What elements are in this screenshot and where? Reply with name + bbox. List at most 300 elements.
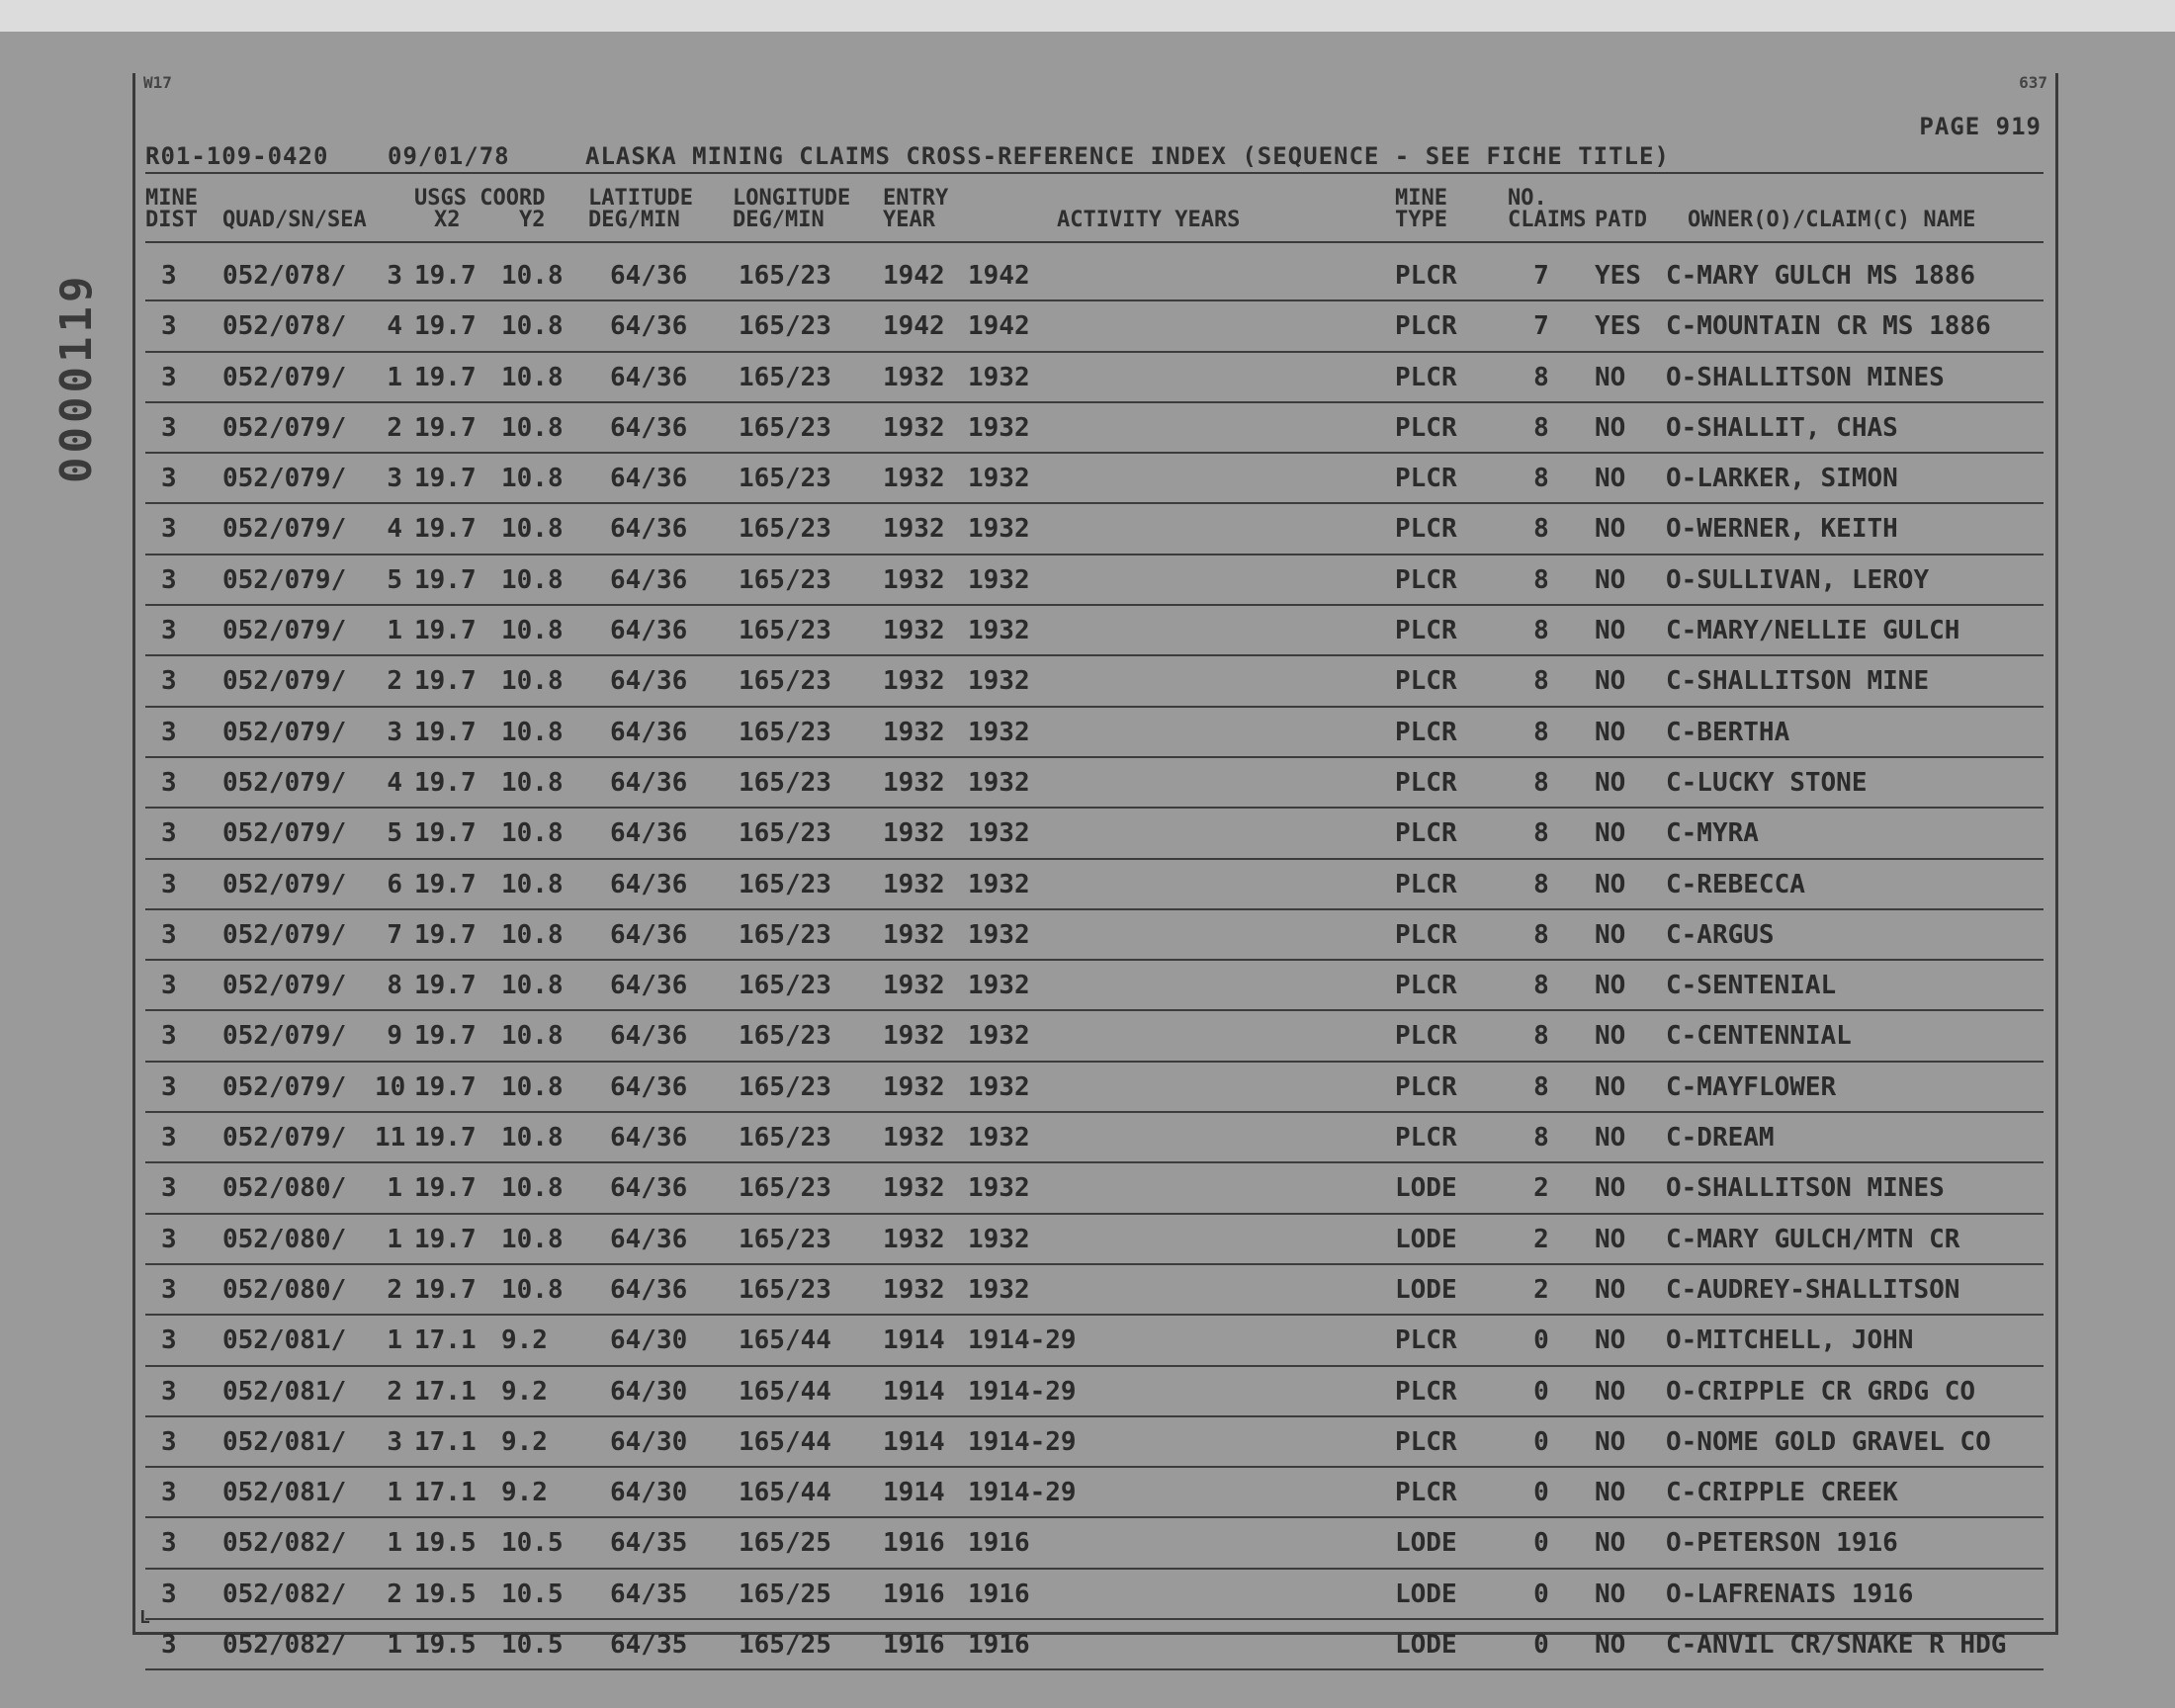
activity-years-cell: 1932 — [968, 464, 1030, 494]
owner-claim-name-cell: O-WERNER, KEITH — [1666, 514, 1898, 545]
section-cell: 1 — [387, 1224, 402, 1254]
mine-dist-cell: 3 — [161, 616, 177, 646]
no-claims-cell: 2 — [1533, 1274, 1549, 1305]
latitude-cell: 64/35 — [610, 1528, 688, 1559]
longitude-cell: 165/23 — [739, 261, 831, 291]
usgs-x2-cell: 19.7 — [414, 362, 477, 392]
latitude-cell: 64/36 — [610, 1021, 688, 1052]
mine-dist-cell: 3 — [161, 717, 177, 747]
mine-dist-cell: 3 — [161, 1173, 177, 1204]
table-row — [145, 1620, 2044, 1670]
no-claims-cell: 7 — [1533, 311, 1549, 342]
longitude-cell: 165/23 — [739, 514, 831, 545]
latitude-cell: 64/30 — [610, 1325, 688, 1356]
mine-dist-cell: 3 — [161, 514, 177, 545]
owner-claim-name-cell: O-SHALLIT, CHAS — [1666, 412, 1898, 443]
quad-cell: 052/079/ — [222, 971, 347, 1001]
table-row — [145, 1265, 2044, 1316]
entry-year-cell: 1914 — [883, 1478, 945, 1508]
mine-dist-cell: 3 — [161, 1478, 177, 1508]
mine-dist-cell: 3 — [161, 1579, 177, 1609]
usgs-y2-cell: 10.8 — [501, 1224, 564, 1254]
patd-cell: NO — [1595, 1478, 1626, 1508]
no-claims-cell: 0 — [1533, 1579, 1549, 1609]
no-claims-cell: 8 — [1533, 919, 1549, 950]
activity-years-cell: 1932 — [968, 1173, 1030, 1204]
entry-year-cell: 1932 — [883, 717, 945, 747]
activity-years-cell: 1916 — [968, 1630, 1030, 1661]
section-cell: 4 — [387, 767, 402, 798]
quad-cell: 052/082/ — [222, 1579, 347, 1609]
usgs-x2-cell: 19.7 — [414, 514, 477, 545]
mine-type-cell: PLCR — [1395, 1123, 1457, 1153]
quad-cell: 052/079/ — [222, 666, 347, 697]
patd-cell: NO — [1595, 971, 1626, 1001]
mine-type-cell: LODE — [1395, 1630, 1457, 1661]
section-cell: 3 — [387, 717, 402, 747]
usgs-x2-cell: 19.7 — [414, 971, 477, 1001]
owner-claim-name-cell: C-MYRA — [1666, 818, 1759, 849]
entry-year-cell: 1932 — [883, 1224, 945, 1254]
no-claims-cell: 0 — [1533, 1426, 1549, 1457]
usgs-y2-cell: 10.8 — [501, 971, 564, 1001]
report-date: 09/01/78 — [388, 142, 510, 170]
latitude-cell: 64/36 — [610, 616, 688, 646]
no-claims-cell: 0 — [1533, 1325, 1549, 1356]
latitude-cell: 64/35 — [610, 1579, 688, 1609]
usgs-x2-cell: 19.5 — [414, 1579, 477, 1609]
mine-dist-cell: 3 — [161, 464, 177, 494]
latitude-cell: 64/36 — [610, 767, 688, 798]
patd-cell: NO — [1595, 1630, 1626, 1661]
usgs-y2-cell: 10.8 — [501, 1173, 564, 1204]
table-row — [145, 1518, 2044, 1569]
quad-cell: 052/080/ — [222, 1224, 347, 1254]
section-cell: 4 — [387, 514, 402, 545]
corner-code-right: 637 — [2019, 73, 2047, 92]
latitude-cell: 64/30 — [610, 1376, 688, 1407]
owner-claim-name-cell: C-LUCKY STONE — [1666, 767, 1868, 798]
usgs-y2-cell: 9.2 — [501, 1478, 548, 1508]
section-cell: 9 — [387, 1021, 402, 1052]
usgs-x2-cell: 19.7 — [414, 1021, 477, 1052]
owner-claim-name-cell: C-DREAM — [1666, 1123, 1775, 1153]
owner-claim-name-cell: C-MARY/NELLIE GULCH — [1666, 616, 1960, 646]
quad-cell: 052/079/ — [222, 869, 347, 899]
activity-years-cell: 1914-29 — [968, 1478, 1077, 1508]
activity-years-cell: 1942 — [968, 311, 1030, 342]
latitude-cell: 64/36 — [610, 666, 688, 697]
latitude-cell: 64/35 — [610, 1630, 688, 1661]
section-cell: 10 — [375, 1071, 406, 1102]
table-row — [145, 1468, 2044, 1518]
section-cell: 3 — [387, 261, 402, 291]
table-row — [145, 1367, 2044, 1417]
usgs-y2-cell: 10.8 — [501, 717, 564, 747]
entry-year-cell: 1932 — [883, 1173, 945, 1204]
no-claims-cell: 0 — [1533, 1376, 1549, 1407]
mine-type-cell: PLCR — [1395, 362, 1457, 392]
quad-cell: 052/078/ — [222, 261, 347, 291]
table-row — [145, 910, 2044, 961]
mine-type-cell: LODE — [1395, 1579, 1457, 1609]
corner-bracket-mark: L — [139, 1607, 150, 1628]
mine-type-cell: PLCR — [1395, 311, 1457, 342]
section-cell: 11 — [375, 1123, 406, 1153]
longitude-cell: 165/44 — [739, 1376, 831, 1407]
longitude-cell: 165/23 — [739, 1274, 831, 1305]
longitude-cell: 165/23 — [739, 1224, 831, 1254]
activity-years-cell: 1932 — [968, 1123, 1030, 1153]
report-title: ALASKA MINING CLAIMS CROSS-REFERENCE INDEX (SEQUENCE - SEE FICHE TITLE) — [585, 142, 1670, 170]
patd-cell: NO — [1595, 464, 1626, 494]
quad-cell: 052/079/ — [222, 412, 347, 443]
owner-claim-name-cell: C-SHALLITSON MINE — [1666, 666, 1930, 697]
owner-claim-name-cell: C-MOUNTAIN CR MS 1886 — [1666, 311, 1991, 342]
usgs-x2-cell: 17.1 — [414, 1478, 477, 1508]
section-cell: 6 — [387, 869, 402, 899]
mine-dist-cell: 3 — [161, 1123, 177, 1153]
header-longitude: LONGITUDE DEG/MIN — [733, 186, 851, 232]
usgs-x2-cell: 19.7 — [414, 564, 477, 595]
longitude-cell: 165/23 — [739, 464, 831, 494]
longitude-cell: 165/25 — [739, 1630, 831, 1661]
longitude-cell: 165/23 — [739, 869, 831, 899]
patd-cell: NO — [1595, 514, 1626, 545]
fiche-frame-number: 0000119 — [51, 272, 102, 483]
entry-year-cell: 1932 — [883, 564, 945, 595]
mine-dist-cell: 3 — [161, 564, 177, 595]
patd-cell: NO — [1595, 1224, 1626, 1254]
table-row — [145, 708, 2044, 758]
mine-dist-cell: 3 — [161, 1021, 177, 1052]
mine-dist-cell: 3 — [161, 1325, 177, 1356]
owner-claim-name-cell: C-ARGUS — [1666, 919, 1775, 950]
entry-year-cell: 1932 — [883, 1021, 945, 1052]
header-y2: Y2 — [519, 208, 546, 232]
mine-dist-cell: 3 — [161, 869, 177, 899]
mine-type-cell: PLCR — [1395, 1478, 1457, 1508]
table-row — [145, 1570, 2044, 1620]
usgs-y2-cell: 10.8 — [501, 564, 564, 595]
usgs-y2-cell: 10.8 — [501, 919, 564, 950]
activity-years-cell: 1942 — [968, 261, 1030, 291]
mine-dist-cell: 3 — [161, 1274, 177, 1305]
longitude-cell: 165/23 — [739, 818, 831, 849]
owner-claim-name-cell: O-NOME GOLD GRAVEL CO — [1666, 1426, 1991, 1457]
header-quad: QUAD/SN/SEA — [222, 208, 367, 232]
quad-cell: 052/079/ — [222, 362, 347, 392]
section-cell: 2 — [387, 1579, 402, 1609]
latitude-cell: 64/36 — [610, 1071, 688, 1102]
patd-cell: NO — [1595, 717, 1626, 747]
no-claims-cell: 7 — [1533, 261, 1549, 291]
mine-type-cell: PLCR — [1395, 971, 1457, 1001]
header-activity-years: ACTIVITY YEARS — [1057, 208, 1241, 232]
longitude-cell: 165/23 — [739, 616, 831, 646]
entry-year-cell: 1932 — [883, 767, 945, 798]
activity-years-cell: 1932 — [968, 362, 1030, 392]
usgs-y2-cell: 10.8 — [501, 666, 564, 697]
mine-type-cell: LODE — [1395, 1528, 1457, 1559]
quad-cell: 052/079/ — [222, 464, 347, 494]
longitude-cell: 165/23 — [739, 1071, 831, 1102]
activity-years-cell: 1932 — [968, 1021, 1030, 1052]
mine-type-cell: PLCR — [1395, 464, 1457, 494]
owner-claim-name-cell: O-PETERSON 1916 — [1666, 1528, 1898, 1559]
section-cell: 3 — [387, 1426, 402, 1457]
owner-claim-name-cell: C-ANVIL CR/SNAKE R HDG — [1666, 1630, 2007, 1661]
longitude-cell: 165/23 — [739, 717, 831, 747]
mine-type-cell: PLCR — [1395, 1021, 1457, 1052]
header-no-claims: NO. CLAIMS — [1508, 186, 1587, 232]
usgs-y2-cell: 10.8 — [501, 412, 564, 443]
mine-type-cell: LODE — [1395, 1173, 1457, 1204]
header-latitude: LATITUDE DEG/MIN — [588, 186, 693, 232]
activity-years-cell: 1932 — [968, 717, 1030, 747]
mine-type-cell: PLCR — [1395, 869, 1457, 899]
usgs-y2-cell: 10.8 — [501, 261, 564, 291]
mine-type-cell: LODE — [1395, 1224, 1457, 1254]
no-claims-cell: 8 — [1533, 869, 1549, 899]
quad-cell: 052/079/ — [222, 564, 347, 595]
latitude-cell: 64/36 — [610, 818, 688, 849]
patd-cell: NO — [1595, 362, 1626, 392]
no-claims-cell: 8 — [1533, 514, 1549, 545]
latitude-cell: 64/36 — [610, 412, 688, 443]
owner-claim-name-cell: C-MARY GULCH/MTN CR — [1666, 1224, 1960, 1254]
owner-claim-name-cell: O-SHALLITSON MINES — [1666, 362, 1945, 392]
patd-cell: YES — [1595, 261, 1641, 291]
entry-year-cell: 1916 — [883, 1630, 945, 1661]
table-row — [145, 504, 2044, 555]
table-row — [145, 1011, 2044, 1062]
page-label-text: PAGE — [1919, 113, 1981, 140]
patd-cell: NO — [1595, 767, 1626, 798]
usgs-y2-cell: 10.8 — [501, 311, 564, 342]
section-cell: 1 — [387, 616, 402, 646]
usgs-y2-cell: 10.8 — [501, 1123, 564, 1153]
mine-type-cell: PLCR — [1395, 717, 1457, 747]
activity-years-cell: 1914-29 — [968, 1325, 1077, 1356]
quad-cell: 052/080/ — [222, 1274, 347, 1305]
report-title-row — [145, 136, 2044, 174]
activity-years-cell: 1914-29 — [968, 1426, 1077, 1457]
usgs-x2-cell: 19.7 — [414, 869, 477, 899]
longitude-cell: 165/23 — [739, 362, 831, 392]
longitude-cell: 165/25 — [739, 1579, 831, 1609]
header-mine-type: MINE TYPE — [1395, 186, 1447, 232]
quad-cell: 052/079/ — [222, 1021, 347, 1052]
mine-type-cell: PLCR — [1395, 919, 1457, 950]
owner-claim-name-cell: O-CRIPPLE CR GRDG CO — [1666, 1376, 1976, 1407]
column-header-row — [145, 184, 2044, 243]
table-row — [145, 758, 2044, 809]
usgs-y2-cell: 10.5 — [501, 1579, 564, 1609]
section-cell: 1 — [387, 1528, 402, 1559]
longitude-cell: 165/23 — [739, 919, 831, 950]
mine-dist-cell: 3 — [161, 1071, 177, 1102]
quad-cell: 052/082/ — [222, 1528, 347, 1559]
usgs-y2-cell: 10.5 — [501, 1630, 564, 1661]
microfiche-top-edge — [0, 0, 2175, 32]
entry-year-cell: 1914 — [883, 1325, 945, 1356]
mine-dist-cell: 3 — [161, 1224, 177, 1254]
longitude-cell: 165/44 — [739, 1478, 831, 1508]
usgs-x2-cell: 19.7 — [414, 464, 477, 494]
owner-claim-name-cell: O-SULLIVAN, LEROY — [1666, 564, 1930, 595]
usgs-x2-cell: 19.5 — [414, 1528, 477, 1559]
quad-cell: 052/078/ — [222, 311, 347, 342]
mine-dist-cell: 3 — [161, 1528, 177, 1559]
table-row — [145, 403, 2044, 454]
latitude-cell: 64/36 — [610, 869, 688, 899]
usgs-x2-cell: 19.7 — [414, 1274, 477, 1305]
patd-cell: NO — [1595, 1071, 1626, 1102]
no-claims-cell: 8 — [1533, 818, 1549, 849]
table-row — [145, 301, 2044, 352]
mine-type-cell: PLCR — [1395, 666, 1457, 697]
longitude-cell: 165/23 — [739, 1173, 831, 1204]
no-claims-cell: 8 — [1533, 362, 1549, 392]
usgs-x2-cell: 19.7 — [414, 919, 477, 950]
section-cell: 2 — [387, 1274, 402, 1305]
entry-year-cell: 1932 — [883, 616, 945, 646]
owner-claim-name-cell: O-LAFRENAIS 1916 — [1666, 1579, 1914, 1609]
mine-dist-cell: 3 — [161, 1376, 177, 1407]
activity-years-cell: 1932 — [968, 412, 1030, 443]
activity-years-cell: 1932 — [968, 1274, 1030, 1305]
mine-type-cell: PLCR — [1395, 1325, 1457, 1356]
no-claims-cell: 8 — [1533, 616, 1549, 646]
latitude-cell: 64/36 — [610, 1224, 688, 1254]
latitude-cell: 64/36 — [610, 971, 688, 1001]
entry-year-cell: 1932 — [883, 1123, 945, 1153]
usgs-y2-cell: 10.8 — [501, 1274, 564, 1305]
owner-claim-name-cell: C-AUDREY-SHALLITSON — [1666, 1274, 1960, 1305]
entry-year-cell: 1932 — [883, 869, 945, 899]
mine-type-cell: PLCR — [1395, 1426, 1457, 1457]
printout-sheet — [132, 73, 2058, 1661]
patd-cell: NO — [1595, 919, 1626, 950]
mine-type-cell: PLCR — [1395, 412, 1457, 443]
mine-type-cell: LODE — [1395, 1274, 1457, 1305]
patd-cell: NO — [1595, 818, 1626, 849]
activity-years-cell: 1932 — [968, 869, 1030, 899]
usgs-y2-cell: 10.8 — [501, 464, 564, 494]
patd-cell: NO — [1595, 1021, 1626, 1052]
owner-claim-name-cell: C-MARY GULCH MS 1886 — [1666, 261, 1976, 291]
section-cell: 2 — [387, 412, 402, 443]
latitude-cell: 64/36 — [610, 717, 688, 747]
usgs-x2-cell: 17.1 — [414, 1376, 477, 1407]
owner-claim-name-cell: C-REBECCA — [1666, 869, 1805, 899]
owner-claim-name-cell: C-BERTHA — [1666, 717, 1790, 747]
usgs-x2-cell: 19.7 — [414, 311, 477, 342]
patd-cell: NO — [1595, 1426, 1626, 1457]
patd-cell: NO — [1595, 666, 1626, 697]
activity-years-cell: 1932 — [968, 767, 1030, 798]
mine-dist-cell: 3 — [161, 261, 177, 291]
usgs-x2-cell: 19.5 — [414, 1630, 477, 1661]
latitude-cell: 64/36 — [610, 464, 688, 494]
latitude-cell: 64/36 — [610, 362, 688, 392]
entry-year-cell: 1932 — [883, 362, 945, 392]
usgs-y2-cell: 10.8 — [501, 1021, 564, 1052]
longitude-cell: 165/23 — [739, 412, 831, 443]
usgs-x2-cell: 19.7 — [414, 616, 477, 646]
patd-cell: NO — [1595, 1528, 1626, 1559]
no-claims-cell: 0 — [1533, 1630, 1549, 1661]
longitude-cell: 165/44 — [739, 1426, 831, 1457]
section-cell: 1 — [387, 1325, 402, 1356]
no-claims-cell: 8 — [1533, 767, 1549, 798]
patd-cell: NO — [1595, 1325, 1626, 1356]
owner-claim-name-cell: C-CENTENNIAL — [1666, 1021, 1852, 1052]
latitude-cell: 64/36 — [610, 261, 688, 291]
table-row — [145, 606, 2044, 656]
patd-cell: NO — [1595, 412, 1626, 443]
latitude-cell: 64/30 — [610, 1478, 688, 1508]
header-patd: PATD — [1595, 208, 1647, 232]
mine-type-cell: PLCR — [1395, 564, 1457, 595]
table-row — [145, 809, 2044, 859]
usgs-x2-cell: 19.7 — [414, 666, 477, 697]
corner-code-left: W17 — [143, 73, 172, 92]
mine-type-cell: PLCR — [1395, 261, 1457, 291]
section-cell: 1 — [387, 1630, 402, 1661]
patd-cell: NO — [1595, 1173, 1626, 1204]
header-mine-dist: MINE DIST — [145, 186, 198, 232]
longitude-cell: 165/44 — [739, 1325, 831, 1356]
activity-years-cell: 1932 — [968, 564, 1030, 595]
section-cell: 5 — [387, 818, 402, 849]
table-row — [145, 860, 2044, 910]
latitude-cell: 64/36 — [610, 311, 688, 342]
patd-cell: NO — [1595, 564, 1626, 595]
owner-claim-name-cell: C-CRIPPLE CREEK — [1666, 1478, 1898, 1508]
section-cell: 2 — [387, 666, 402, 697]
mine-dist-cell: 3 — [161, 767, 177, 798]
usgs-x2-cell: 19.7 — [414, 767, 477, 798]
quad-cell: 052/079/ — [222, 514, 347, 545]
entry-year-cell: 1932 — [883, 1071, 945, 1102]
table-row — [145, 454, 2044, 504]
patd-cell: NO — [1595, 1376, 1626, 1407]
latitude-cell: 64/36 — [610, 514, 688, 545]
entry-year-cell: 1916 — [883, 1528, 945, 1559]
table-row — [145, 555, 2044, 606]
activity-years-cell: 1916 — [968, 1528, 1030, 1559]
section-cell: 5 — [387, 564, 402, 595]
mine-dist-cell: 3 — [161, 1426, 177, 1457]
quad-cell: 052/081/ — [222, 1325, 347, 1356]
owner-claim-name-cell: C-SENTENIAL — [1666, 971, 1837, 1001]
longitude-cell: 165/23 — [739, 666, 831, 697]
mine-dist-cell: 3 — [161, 818, 177, 849]
usgs-y2-cell: 10.8 — [501, 616, 564, 646]
header-owner: OWNER(O)/CLAIM(C) NAME — [1688, 208, 1976, 232]
quad-cell: 052/079/ — [222, 717, 347, 747]
quad-cell: 052/079/ — [222, 1123, 347, 1153]
patd-cell: NO — [1595, 616, 1626, 646]
mine-type-cell: PLCR — [1395, 1376, 1457, 1407]
activity-years-cell: 1914-29 — [968, 1376, 1077, 1407]
section-cell: 1 — [387, 1478, 402, 1508]
usgs-y2-cell: 10.5 — [501, 1528, 564, 1559]
usgs-x2-cell: 17.1 — [414, 1426, 477, 1457]
no-claims-cell: 8 — [1533, 564, 1549, 595]
